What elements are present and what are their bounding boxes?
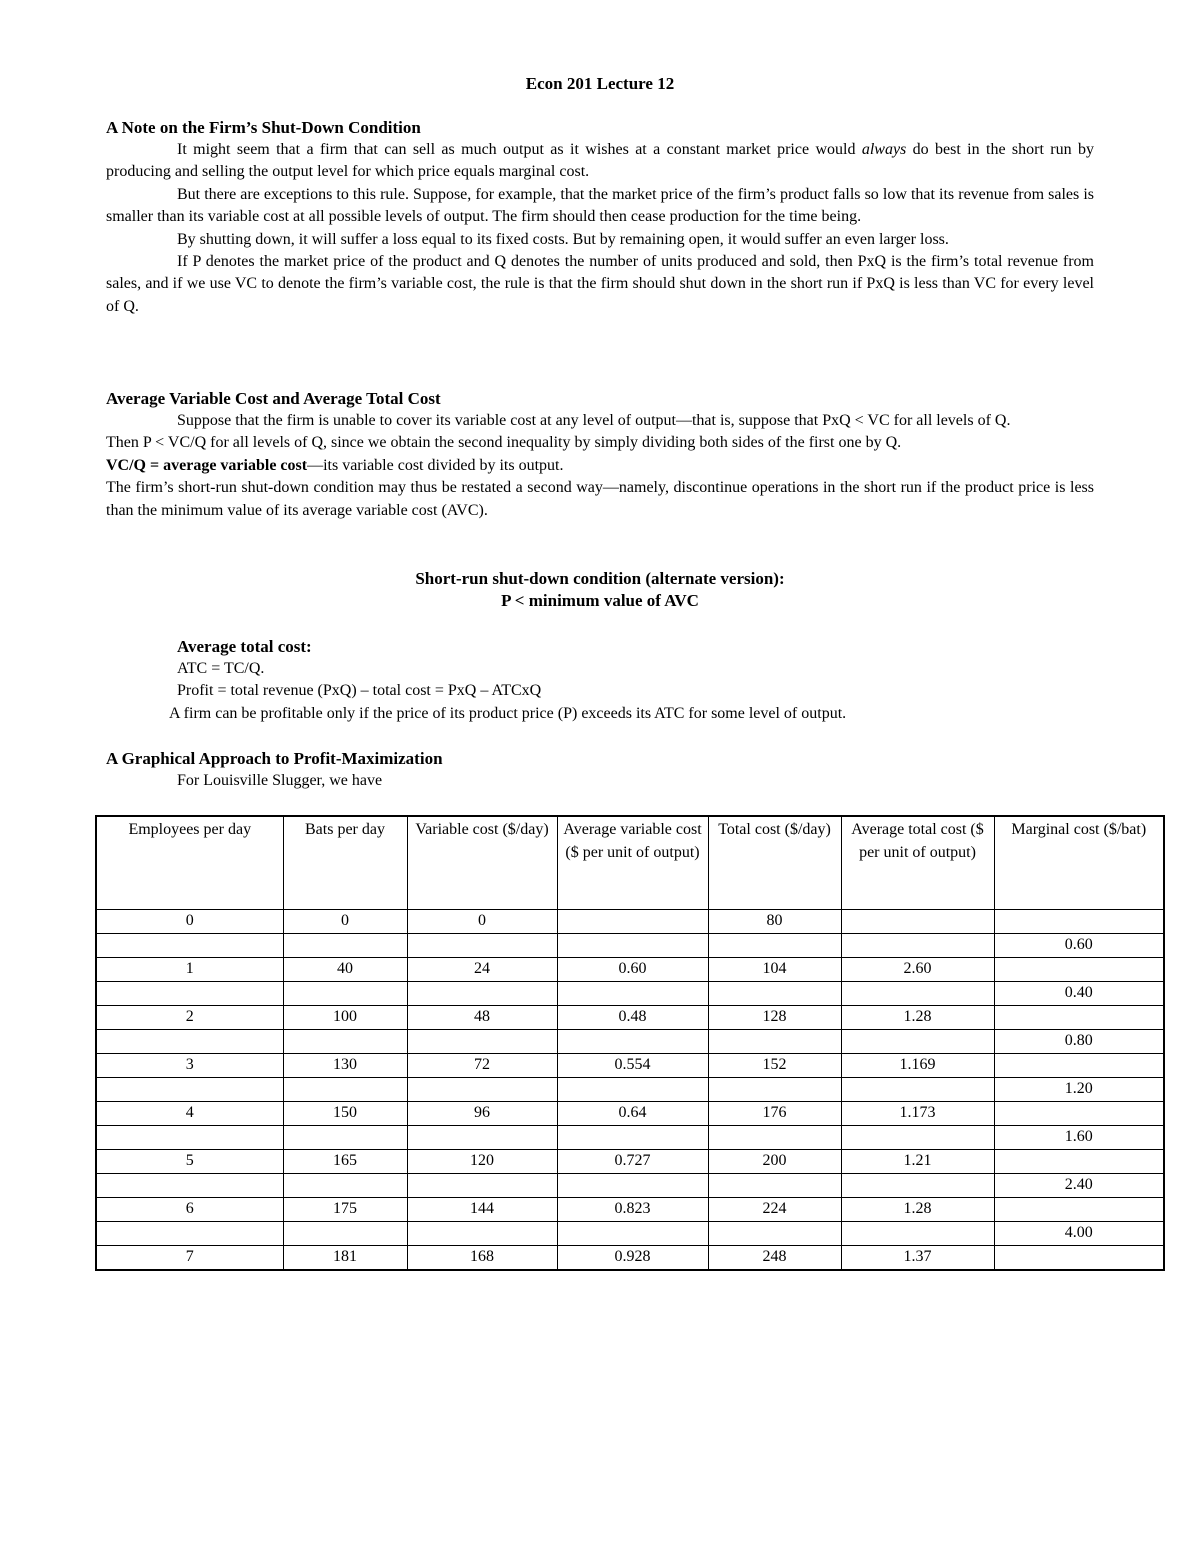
table-cell <box>557 1222 708 1246</box>
table-cell: 0.48 <box>557 1006 708 1030</box>
table-cell <box>841 982 994 1006</box>
shutdown-condition-title: Short-run shut-down condition (alternate version): <box>415 569 785 588</box>
table-cell: 2.60 <box>841 958 994 982</box>
table-cell <box>557 982 708 1006</box>
table-cell: 1.20 <box>994 1078 1164 1102</box>
table-cell <box>557 1174 708 1198</box>
paragraph-avc-1: Suppose that the firm is unable to cover its variable cost at any level of output—that is, suppose that PxQ < VC for all levels of Q. <box>177 412 1011 429</box>
table-cell <box>841 1222 994 1246</box>
table-cell: 4.00 <box>994 1222 1164 1246</box>
table-cell: 1.28 <box>841 1198 994 1222</box>
table-cell <box>557 1078 708 1102</box>
table-cell <box>96 1222 283 1246</box>
table-cell: 0 <box>407 910 557 934</box>
table-cell <box>841 910 994 934</box>
table-row <box>96 1198 1164 1222</box>
table-cell: 1.37 <box>841 1246 994 1271</box>
table-cell <box>841 1174 994 1198</box>
table-cell <box>96 934 283 958</box>
paragraph-text: —its variable cost divided by its output. <box>307 456 564 474</box>
table-cell: 165 <box>283 1150 407 1174</box>
table-cell <box>557 1126 708 1150</box>
table-cell: 0.60 <box>994 934 1164 958</box>
table-row <box>96 1150 1164 1174</box>
table-cell <box>994 1198 1164 1222</box>
table-cell: 0 <box>96 910 283 934</box>
table-row <box>96 1246 1164 1271</box>
table-cell: 1.21 <box>841 1150 994 1174</box>
table-cell: 5 <box>96 1150 283 1174</box>
cost-table <box>95 815 1165 1271</box>
table-cell <box>96 1126 283 1150</box>
section-shutdown <box>106 117 1094 318</box>
table-cell: 200 <box>708 1150 841 1174</box>
column-header: Bats per day <box>283 816 407 910</box>
table-cell: 176 <box>708 1102 841 1126</box>
column-header: Marginal cost ($/bat) <box>994 816 1164 910</box>
table-cell <box>283 1030 407 1054</box>
paragraph-shutdown-3: By shutting down, it will suffer a loss equal to its fixed costs. But by remaining open, it would suffer an even larger loss. <box>177 230 949 248</box>
table-cell: 0.823 <box>557 1198 708 1222</box>
table-row <box>96 1222 1164 1246</box>
table-cell <box>708 934 841 958</box>
table-cell <box>283 1222 407 1246</box>
table-cell: 150 <box>283 1102 407 1126</box>
table-cell: 0.554 <box>557 1054 708 1078</box>
table-cell <box>96 1174 283 1198</box>
table-cell <box>283 1126 407 1150</box>
table-cell: 1.60 <box>994 1126 1164 1150</box>
table-cell <box>841 934 994 958</box>
table-row <box>96 982 1164 1006</box>
table-row <box>96 1078 1164 1102</box>
profit-formula: Profit = total revenue (PxQ) – total cost = PxQ – ATCxQ <box>177 682 542 700</box>
table-cell <box>283 982 407 1006</box>
table-cell <box>283 934 407 958</box>
table-cell <box>994 1006 1164 1030</box>
table-cell: 175 <box>283 1198 407 1222</box>
table-cell: 0.727 <box>557 1150 708 1174</box>
shutdown-condition-formula: P < minimum value of AVC <box>501 591 699 611</box>
column-header: Average total cost ($ per unit of output) <box>841 816 994 910</box>
paragraph-avc-3 <box>106 455 1094 477</box>
section-heading-graphical: A Graphical Approach to Profit-Maximization <box>106 749 443 768</box>
table-cell: 104 <box>708 958 841 982</box>
table-cell <box>708 1030 841 1054</box>
atc-formula: ATC = TC/Q. <box>177 660 265 677</box>
table-cell: 100 <box>283 1006 407 1030</box>
table-cell <box>557 910 708 934</box>
table-row <box>96 934 1164 958</box>
table-cell: 168 <box>407 1246 557 1271</box>
table-cell <box>557 1030 708 1054</box>
table-row <box>96 1174 1164 1198</box>
atc-block <box>106 636 1094 725</box>
table-cell: 72 <box>407 1054 557 1078</box>
paragraph-shutdown-1 <box>106 139 1094 184</box>
table-cell: 1 <box>96 958 283 982</box>
paragraph-text: do best in the short run by producing and selling the output level for which price equals marginal cost. <box>106 141 1094 181</box>
table-cell <box>407 1174 557 1198</box>
table-cell <box>708 982 841 1006</box>
table-cell: 120 <box>407 1150 557 1174</box>
column-header: Total cost ($/day) <box>708 816 841 910</box>
table-cell <box>841 1126 994 1150</box>
table-cell: 144 <box>407 1198 557 1222</box>
table-row <box>96 1126 1164 1150</box>
emphasis-text: always <box>861 141 907 158</box>
paragraph-shutdown-2: But there are exceptions to this rule. Suppose, for example, that the market price of the firm’s product falls so low that its revenue from sales is smaller than its variable cost at all possible levels of output. The firm should then cease production for the time being. <box>106 185 1094 226</box>
table-cell: 1.169 <box>841 1054 994 1078</box>
table-cell <box>841 1078 994 1102</box>
section-avc-atc <box>106 388 1094 522</box>
table-cell: 48 <box>407 1006 557 1030</box>
section-heading-avc-atc: Average Variable Cost and Average Total Cost <box>106 389 441 408</box>
table-row <box>96 958 1164 982</box>
table-cell: 2 <box>96 1006 283 1030</box>
column-header: Employees per day <box>96 816 283 910</box>
column-header: Average variable cost ($ per unit of output) <box>557 816 708 910</box>
table-cell <box>708 1222 841 1246</box>
document-title: Econ 201 Lecture 12 <box>525 74 675 93</box>
profitable-note: A firm can be profitable only if the price of its product price (P) exceeds its ATC for some level of output. <box>169 704 847 722</box>
table-cell <box>841 1030 994 1054</box>
table-cell <box>283 1174 407 1198</box>
table-cell: 152 <box>708 1054 841 1078</box>
table-cell <box>407 982 557 1006</box>
table-row <box>96 910 1164 934</box>
table-cell <box>708 1126 841 1150</box>
table-cell: 181 <box>283 1246 407 1271</box>
table-cell: 224 <box>708 1198 841 1222</box>
table-row <box>96 1006 1164 1030</box>
bold-definition: VC/Q = average variable cost <box>106 456 308 474</box>
table-cell: 40 <box>283 958 407 982</box>
table-cell <box>283 1078 407 1102</box>
paragraph-shutdown-4: If P denotes the market price of the product and Q denotes the number of units produced and sold, then PxQ is the firm’s total revenue from sales, and if we use VC to denote the firm’s variable cost, the rule is that the firm should shut down in the short run if PxQ is less than VC for every level of Q. <box>106 253 1094 315</box>
table-cell <box>708 1174 841 1198</box>
table-cell: 128 <box>708 1006 841 1030</box>
paragraph-avc-4: The firm’s short-run shut-down condition may thus be restated a second way—namely, discontinue operations in the short run if the product price is less than the minimum value of its average variable cost (AVC). <box>106 479 1094 519</box>
table-cell: 0 <box>283 910 407 934</box>
table-cell <box>994 1150 1164 1174</box>
table-cell: 24 <box>407 958 557 982</box>
table-cell <box>407 1030 557 1054</box>
table-cell <box>96 1030 283 1054</box>
table-row <box>96 1102 1164 1126</box>
table-cell <box>407 934 557 958</box>
table-cell: 130 <box>283 1054 407 1078</box>
table-cell: 2.40 <box>994 1174 1164 1198</box>
table-cell: 0.928 <box>557 1246 708 1271</box>
cost-table-body <box>96 910 1164 1271</box>
table-cell: 0.80 <box>994 1030 1164 1054</box>
table-cell <box>407 1222 557 1246</box>
table-cell: 4 <box>96 1102 283 1126</box>
section-heading-shutdown: A Note on the Firm’s Shut-Down Condition <box>106 118 421 137</box>
table-header-row <box>96 816 1164 910</box>
graphical-intro: For Louisville Slugger, we have <box>177 772 383 789</box>
table-cell: 0.60 <box>557 958 708 982</box>
table-cell <box>96 1078 283 1102</box>
table-cell: 1.173 <box>841 1102 994 1126</box>
table-cell: 248 <box>708 1246 841 1271</box>
table-cell: 80 <box>708 910 841 934</box>
shutdown-condition-box <box>106 568 1094 613</box>
table-cell <box>994 1246 1164 1271</box>
table-cell: 0.64 <box>557 1102 708 1126</box>
paragraph-text: It might seem that a firm that can sell as much output as it wishes at a constant market price would <box>177 141 862 158</box>
atc-heading: Average total cost: <box>177 637 312 656</box>
table-cell <box>407 1126 557 1150</box>
table-cell <box>407 1078 557 1102</box>
table-row <box>96 1054 1164 1078</box>
table-cell <box>557 934 708 958</box>
table-row <box>96 1030 1164 1054</box>
table-cell <box>994 1102 1164 1126</box>
table-cell: 0.40 <box>994 982 1164 1006</box>
table-cell: 96 <box>407 1102 557 1126</box>
table-cell <box>96 982 283 1006</box>
table-cell <box>994 910 1164 934</box>
paragraph-avc-2: Then P < VC/Q for all levels of Q, since we obtain the second inequality by simply dividing both sides of the first one by Q. <box>106 434 902 452</box>
table-cell <box>994 1054 1164 1078</box>
table-cell <box>994 958 1164 982</box>
table-cell: 7 <box>96 1246 283 1271</box>
table-cell: 3 <box>96 1054 283 1078</box>
table-cell: 1.28 <box>841 1006 994 1030</box>
column-header: Variable cost ($/day) <box>407 816 557 910</box>
table-cell: 6 <box>96 1198 283 1222</box>
table-cell <box>708 1078 841 1102</box>
section-graphical <box>106 748 1094 792</box>
